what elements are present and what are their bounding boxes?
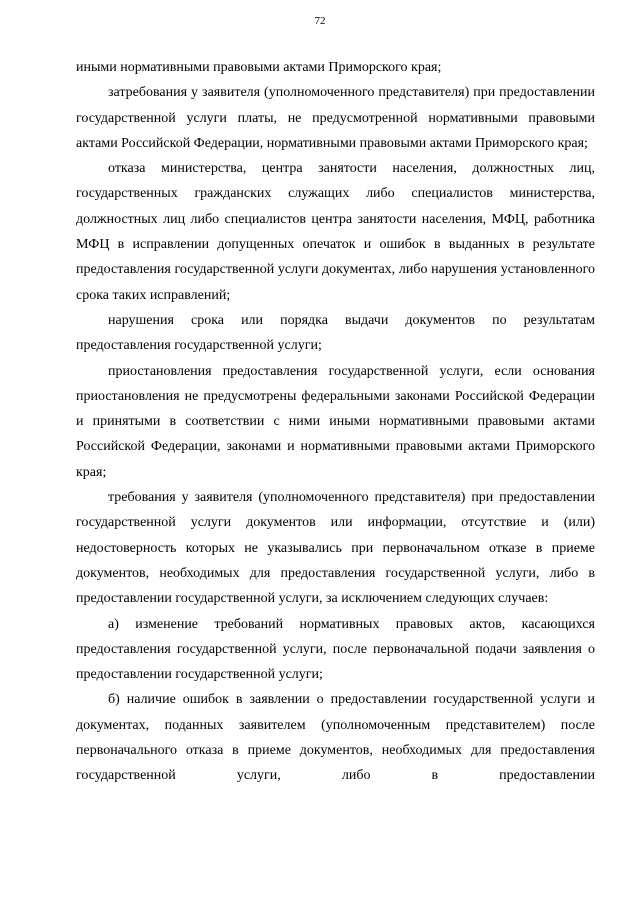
paragraph-fee-demand: затребования у заявителя (уполномоченного представителя) при предоставлении государственной услуги платы, не предусмотренной нормативными правовыми актами Российской Федерации, нормативными правовыми актами Приморского края; <box>76 85 595 151</box>
document-body <box>76 55 595 789</box>
paragraph-case-a: а) изменение требований нормативных правовых актов, касающихся предоставления государственной услуги, после первоначальной подачи заявления о предоставлении государственной услуги; <box>76 616 595 683</box>
page-number: 72 <box>314 15 326 27</box>
paragraph-correction-refusal: отказа министерства, центра занятости населения, должностных лиц, государственных гражданских служащих либо специалистов министерства, должностных лиц либо специалистов центра занятости населения, МФЦ, работника МФЦ в исправлении допущенных опечаток и ошибок в выданных в результате предоставления государственной услуги документах, либо нарушения установленного срока таких исправлений; <box>76 161 595 303</box>
paragraph-case-b: б) наличие ошибок в заявлении о предоставлении государственной услуги и документах, поданных заявителем (уполномоченным представителем) после первоначального отказа в приеме документов, необходимых для предоставления государственной услуги, либо в предоставлении <box>76 692 595 784</box>
paragraph-continuation: иными нормативными правовыми актами Приморского края; <box>76 60 442 75</box>
paragraph-suspension: приостановления предоставления государственной услуги, если основания приостановления не предусмотрены федеральными законами Российской Федерации и принятыми в соответствии с ними иными нормативными правовыми актами Российской Федерации, законами и нормативными правовыми актами Приморского края; <box>76 363 595 480</box>
paragraph-issuance-violation: нарушения срока или порядка выдачи документов по результатам предоставления государственной услуги; <box>76 312 595 354</box>
paragraph-document-demand: требования у заявителя (уполномоченного представителя) при предоставлении государственной услуги документов или информации, отсутствие и (или) недостоверность которых не указывались при первоначальном отказе в приеме документов, необходимых для предоставления государственной услуги, либо в предоставлении государственной услуги, за исключением следующих случаев: <box>76 490 595 607</box>
